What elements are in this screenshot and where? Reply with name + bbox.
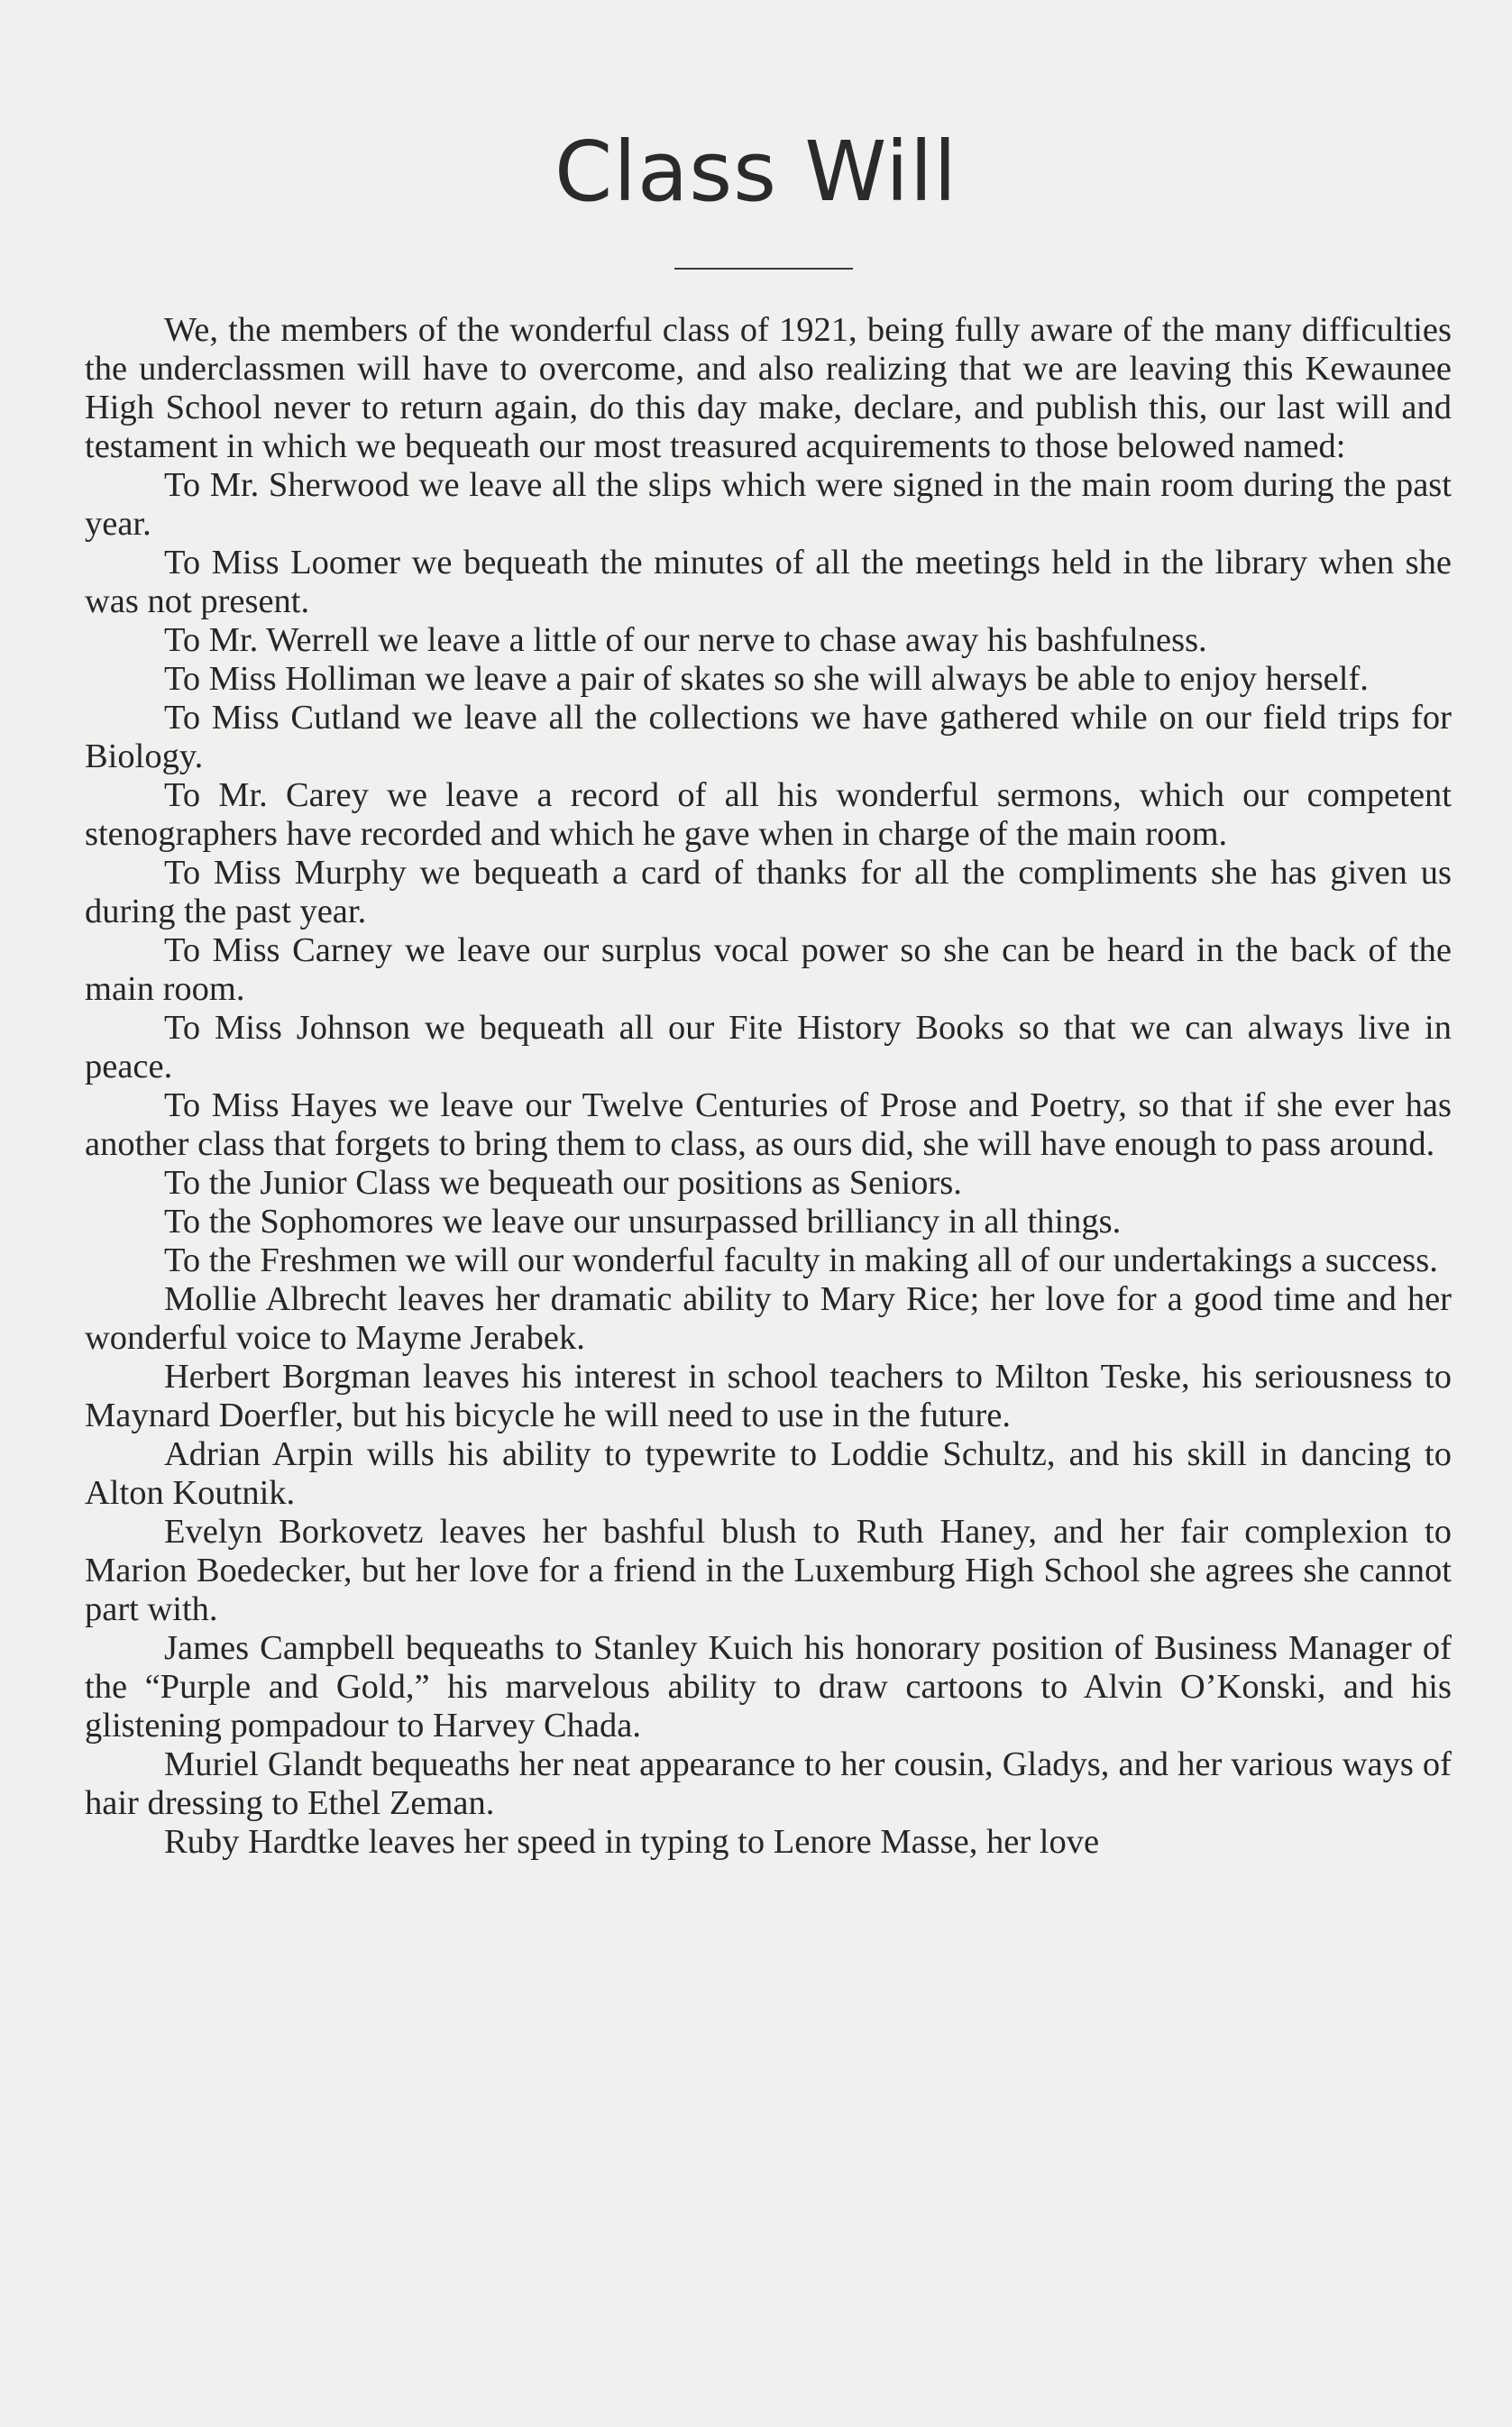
paragraph-junior-class: To the Junior Class we bequeath our positions as Seniors. bbox=[164, 1164, 962, 1202]
paragraph-hardtke: Ruby Hardtke leaves her speed in typing to Lenore Masse, her love bbox=[164, 1823, 1100, 1861]
paragraph-carney: To Miss Carney we leave our surplus vocal power so she can be heard in the back of the main room. bbox=[85, 931, 1452, 1008]
paragraph-sophomores: To the Sophomores we leave our unsurpassed brilliancy in all things. bbox=[164, 1203, 1122, 1241]
paragraph-cutland: To Miss Cutland we leave all the collections we have gathered while on our field trips for Biology. bbox=[85, 699, 1452, 775]
title-divider bbox=[674, 268, 853, 270]
paragraph-campbell: James Campbell bequeaths to Stanley Kuich his honorary position of Business Manager of the “Purple and Gold,” his marvelous ability to draw cartoons to Alvin O’Konski, and his glistening pompadour to Harvey Chada. bbox=[85, 1629, 1452, 1745]
paragraph-werrell: To Mr. Werrell we leave a little of our nerve to chase away his bashfulness. bbox=[164, 621, 1207, 659]
page-title: Class Will bbox=[554, 124, 958, 220]
paragraph-murphy: To Miss Murphy we bequeath a card of thanks for all the compliments she has given us during the past year. bbox=[85, 854, 1452, 930]
paragraph-freshmen: To the Freshmen we will our wonderful faculty in making all of our undertakings a success. bbox=[164, 1241, 1438, 1279]
paragraph-carey: To Mr. Carey we leave a record of all his wonderful sermons, which our competent stenographers have recorded and which he gave when in charge of the main room. bbox=[85, 776, 1452, 853]
paragraph-borgman: Herbert Borgman leaves his interest in school teachers to Milton Teske, his seriousness to Maynard Doerfler, but his bicycle he will need to use in the future. bbox=[85, 1358, 1452, 1434]
paragraph-loomer: To Miss Loomer we bequeath the minutes of all the meetings held in the library when she was not present. bbox=[85, 544, 1452, 620]
document-body bbox=[85, 311, 1452, 1862]
paragraph-johnson: To Miss Johnson we bequeath all our Fite History Books so that we can always live in peace. bbox=[85, 1009, 1452, 1085]
paragraph-holliman: To Miss Holliman we leave a pair of skates so she will always be able to enjoy herself. bbox=[164, 660, 1369, 698]
paragraph-sherwood: To Mr. Sherwood we leave all the slips which were signed in the main room during the past year. bbox=[85, 466, 1452, 543]
paragraph-glandt: Muriel Glandt bequeaths her neat appearance to her cousin, Gladys, and her various ways of hair dressing to Ethel Zeman. bbox=[85, 1745, 1452, 1822]
paragraph-borkovetz: Evelyn Borkovetz leaves her bashful blush to Ruth Haney, and her fair complexion to Marion Boedecker, but her love for a friend in the Luxemburg High School she agrees she cannot part with. bbox=[85, 1513, 1452, 1628]
paragraph-hayes: To Miss Hayes we leave our Twelve Centuries of Prose and Poetry, so that if she ever has another class that forgets to bring them to class, as ours did, she will have enough to pass around. bbox=[85, 1086, 1452, 1163]
paragraph-arpin: Adrian Arpin wills his ability to typewrite to Loddie Schultz, and his skill in dancing to Alton Koutnik. bbox=[85, 1435, 1452, 1512]
paragraph-intro: We, the members of the wonderful class of 1921, being fully aware of the many difficulties the underclassmen will have to overcome, and also realizing that we are leaving this Kewaunee High School never to return again, do this day make, declare, and publish this, our last will and testament in which we bequeath our most treasured acquirements to those belowed named: bbox=[85, 311, 1452, 465]
paragraph-albrecht: Mollie Albrecht leaves her dramatic ability to Mary Rice; her love for a good time and her wonderful voice to Mayme Jerabek. bbox=[85, 1280, 1452, 1357]
